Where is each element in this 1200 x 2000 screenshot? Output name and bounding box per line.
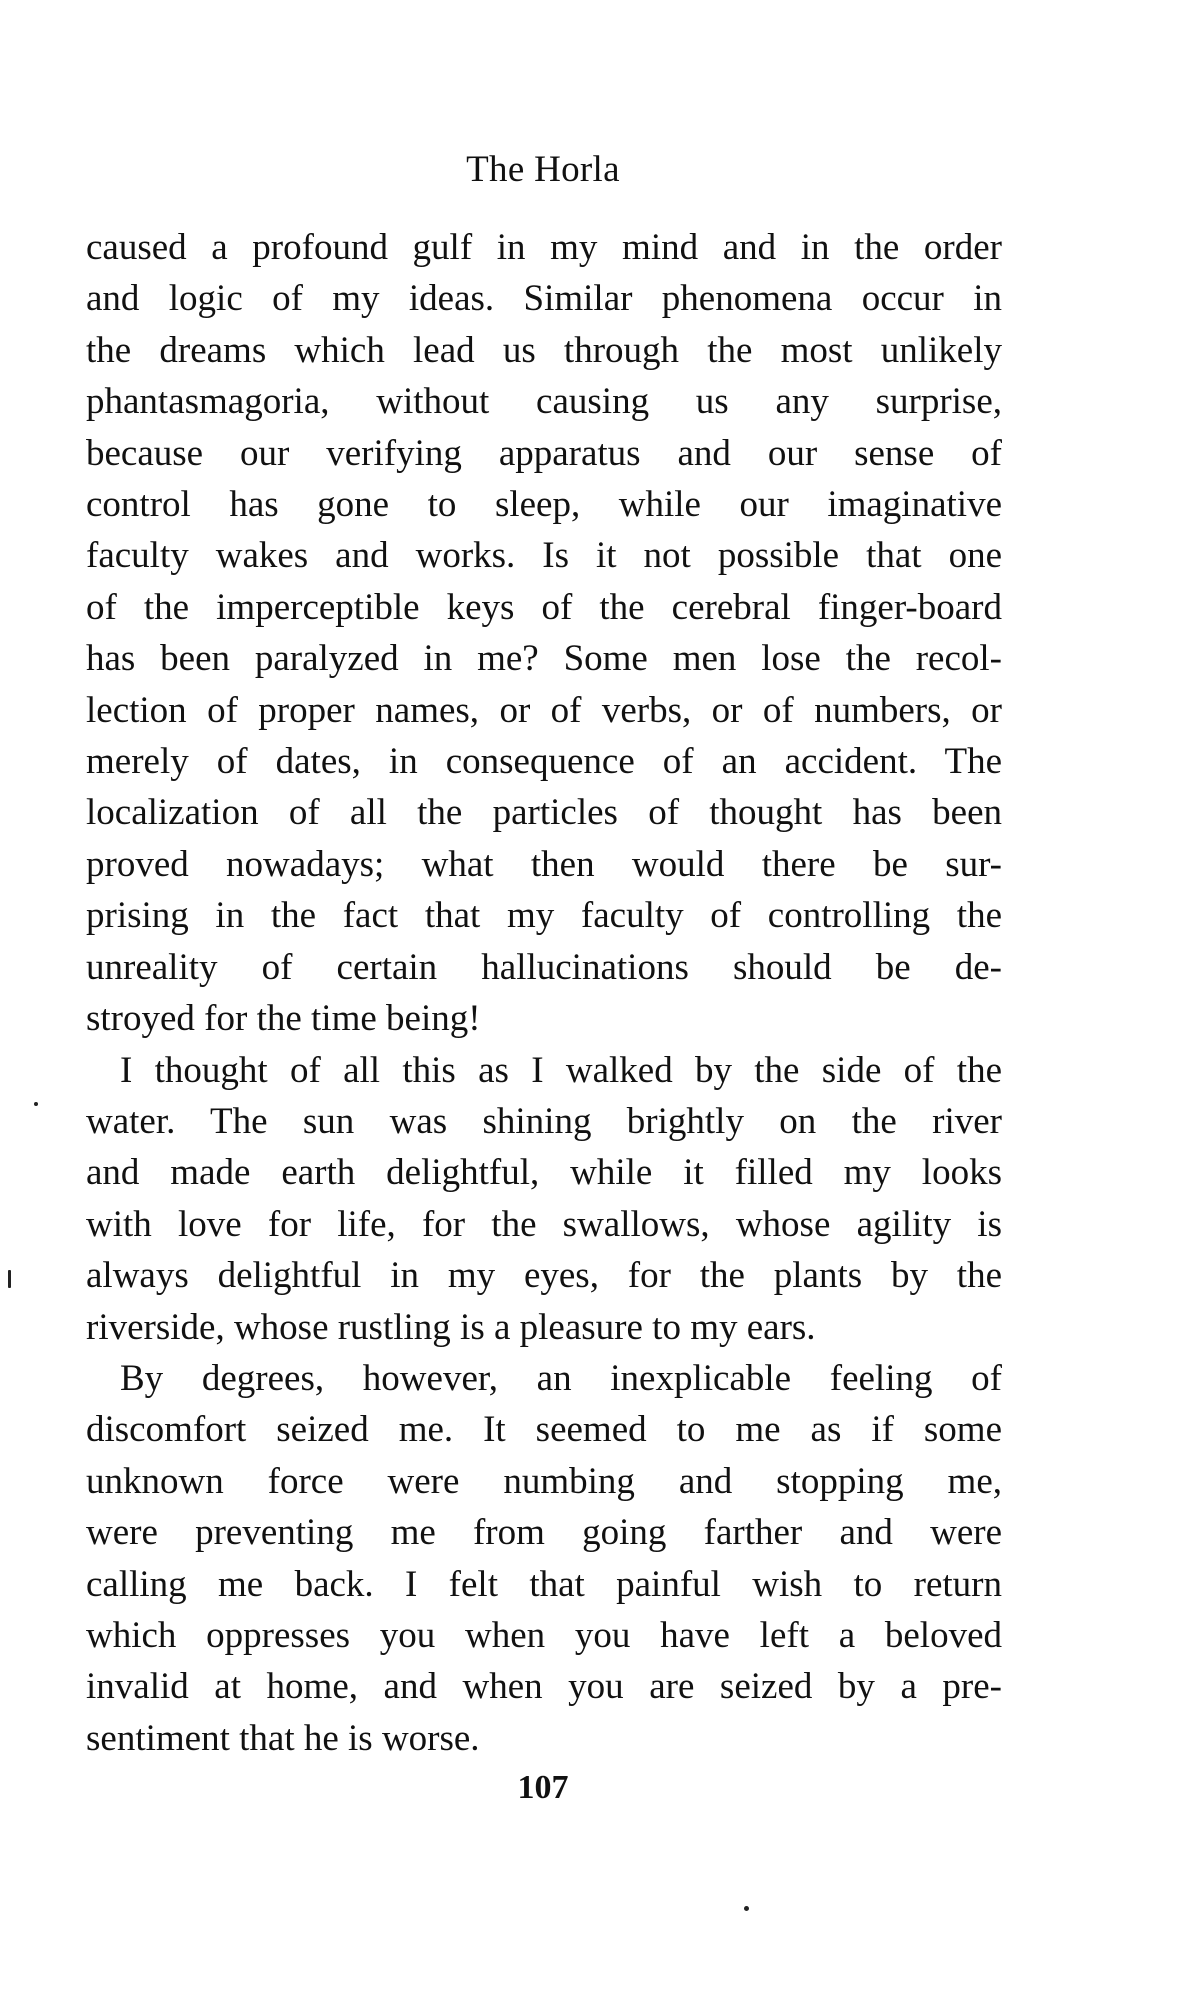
text-line: because our verifying apparatus and our sense of — [86, 432, 1002, 474]
text-line: stroyed for the time being! — [86, 998, 481, 1040]
text-line: riverside, whose rustling is a pleasure to my ears. — [86, 1306, 816, 1348]
text-line: calling me back. I felt that painful wish to return — [86, 1563, 1002, 1605]
text-line: faculty wakes and works. Is it not possible that one — [86, 535, 1002, 577]
text-line: unreality of certain hallucinations should be de- — [86, 946, 1002, 988]
text-line: localization of all the particles of thought has been — [86, 792, 1002, 834]
text-line: control has gone to sleep, while our imaginative — [86, 484, 1002, 526]
running-head: The Horla — [466, 149, 620, 190]
text-line: By degrees, however, an inexplicable feeling of — [120, 1357, 1002, 1399]
text-line: discomfort seized me. It seemed to me as if some — [86, 1409, 1002, 1451]
text-line: the dreams which lead us through the most unlikely — [86, 329, 1002, 371]
text-line: which oppresses you when you have left a beloved — [86, 1614, 1002, 1656]
text-line: of the imperceptible keys of the cerebral finger-board — [86, 586, 1002, 628]
text-line: unknown force were numbing and stopping me, — [86, 1460, 1002, 1502]
text-line: phantasmagoria, without causing us any surprise, — [86, 381, 1002, 423]
text-line: lection of proper names, or of verbs, or of numbers, or — [86, 689, 1002, 731]
scan-speck — [744, 1906, 749, 1911]
text-line: I thought of all this as I walked by the side of the — [120, 1049, 1002, 1091]
scan-speck — [8, 1270, 11, 1288]
scan-speck — [34, 1102, 38, 1106]
text-line: and logic of my ideas. Similar phenomena occur in — [86, 278, 1002, 320]
body-text — [86, 222, 1002, 1764]
text-line: has been paralyzed in me? Some men lose the recol- — [86, 638, 1002, 680]
text-line: always delightful in my eyes, for the plants by the — [86, 1255, 1002, 1297]
text-line: invalid at home, and when you are seized by a pre- — [86, 1666, 1002, 1708]
text-line: proved nowadays; what then would there be sur- — [86, 843, 1002, 885]
text-line: merely of dates, in consequence of an accident. The — [86, 741, 1002, 783]
text-line: and made earth delightful, while it filled my looks — [86, 1152, 1002, 1194]
text-line: water. The sun was shining brightly on the river — [86, 1100, 1002, 1142]
text-line: sentiment that he is worse. — [86, 1717, 480, 1759]
text-line: caused a profound gulf in my mind and in the order — [86, 227, 1002, 268]
text-line: were preventing me from going farther and were — [86, 1512, 1002, 1554]
text-line: prising in the fact that my faculty of controlling the — [86, 895, 1002, 937]
text-line: with love for life, for the swallows, whose agility is — [86, 1203, 1002, 1245]
page-number: 107 — [517, 1769, 569, 1806]
